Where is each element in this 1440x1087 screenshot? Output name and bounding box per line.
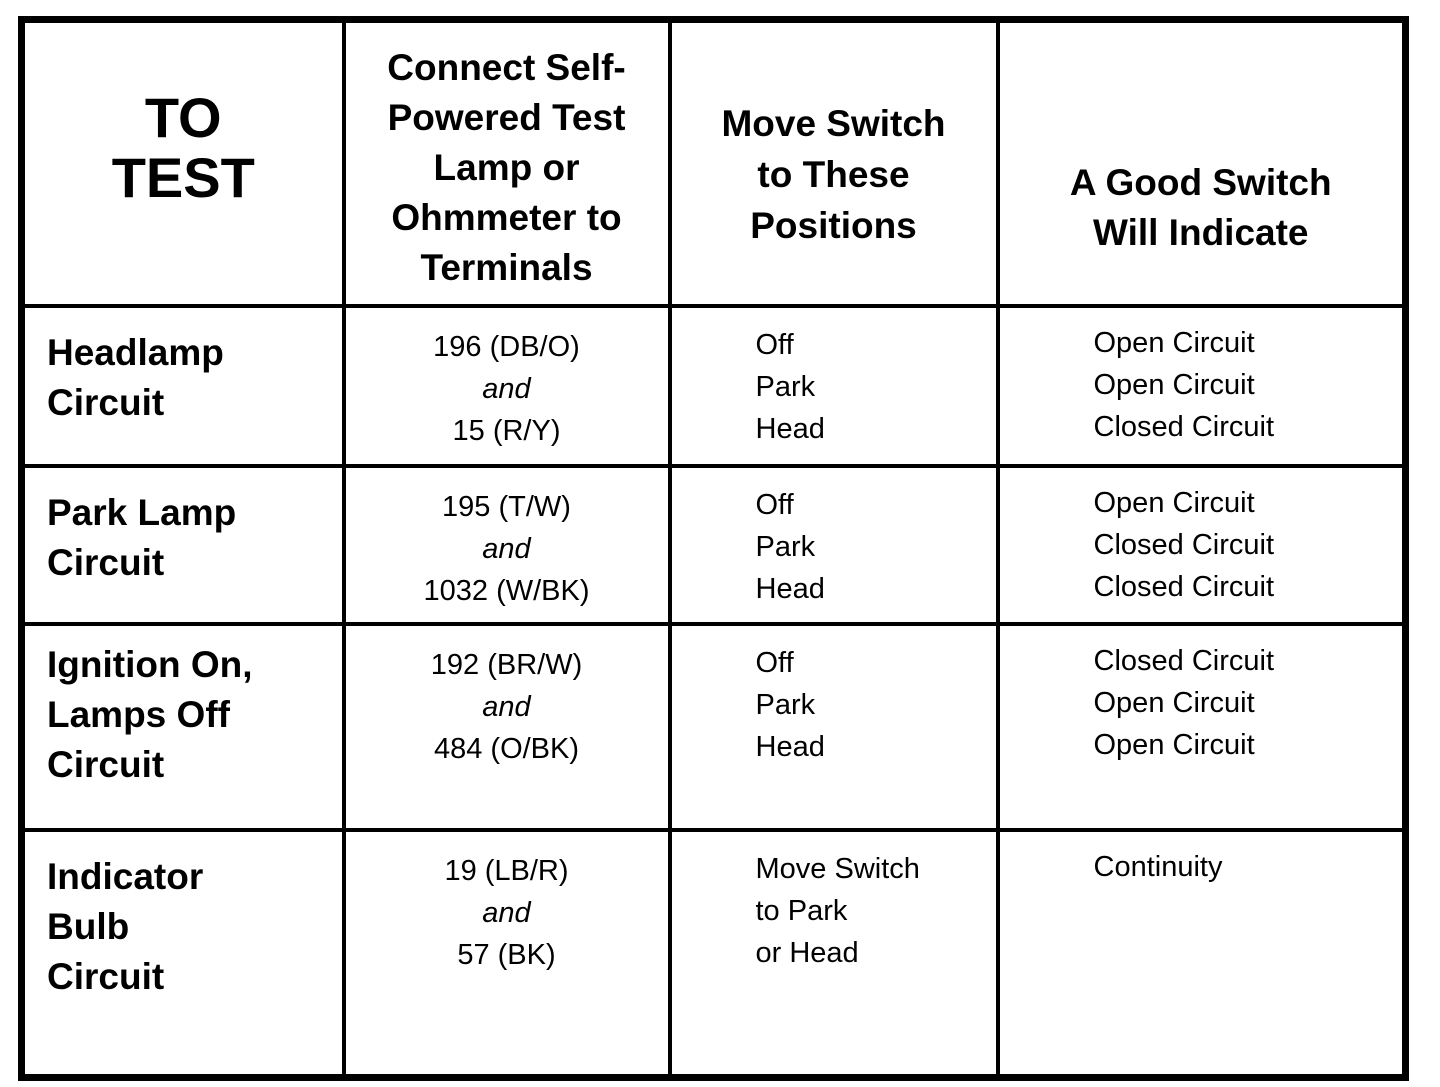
test-name-line: Circuit bbox=[47, 381, 165, 423]
terminals-cell bbox=[344, 624, 670, 830]
test-name-line: Headlamp bbox=[47, 331, 224, 373]
result-text: Open Circuit bbox=[1093, 686, 1255, 719]
test-name-line: Ignition On, bbox=[47, 643, 253, 685]
terminals-cell bbox=[344, 306, 670, 466]
header-indicate bbox=[998, 20, 1406, 306]
test-name-cell bbox=[22, 466, 344, 624]
table-row bbox=[22, 830, 1406, 1078]
table-row bbox=[22, 306, 1406, 466]
positions-cell bbox=[670, 624, 998, 830]
result-text: Open Circuit bbox=[1093, 728, 1255, 761]
terminal-a: 195 (T/W) bbox=[442, 490, 571, 523]
switch-position: Park bbox=[755, 370, 816, 403]
result-text: Open Circuit bbox=[1093, 326, 1255, 359]
header-text-line: TEST bbox=[111, 146, 255, 210]
positions-cell bbox=[670, 306, 998, 466]
header-text-line: TO bbox=[144, 86, 222, 150]
header-text-line: Connect Self- bbox=[387, 47, 626, 88]
positions-cell bbox=[670, 830, 998, 1078]
header-text-line: Positions bbox=[750, 204, 917, 246]
switch-position: Park bbox=[755, 688, 816, 721]
result-text: Continuity bbox=[1093, 850, 1223, 883]
header-positions bbox=[670, 20, 998, 306]
terminal-b: 57 (BK) bbox=[457, 938, 556, 971]
test-name-line: Lamps Off bbox=[47, 693, 230, 735]
header-text-line: Powered Test bbox=[387, 97, 626, 138]
terminal-b: 15 (R/Y) bbox=[452, 414, 561, 447]
switch-position: Head bbox=[755, 730, 825, 763]
test-name-line: Circuit bbox=[47, 955, 165, 997]
result-text: Closed Circuit bbox=[1093, 410, 1274, 443]
terminal-a: 19 (LB/R) bbox=[444, 854, 569, 887]
switch-position: to Park bbox=[755, 894, 848, 927]
test-name-line: Park Lamp bbox=[47, 491, 237, 533]
header-text-line: A Good Switch bbox=[1069, 162, 1332, 204]
table-row bbox=[22, 466, 1406, 624]
switch-position: Move Switch bbox=[755, 852, 920, 885]
header-row bbox=[22, 20, 1406, 306]
test-name-line: Circuit bbox=[47, 743, 165, 785]
results-cell bbox=[998, 306, 1406, 466]
header-terminals bbox=[344, 20, 670, 306]
switch-position: Head bbox=[755, 412, 825, 445]
result-text: Closed Circuit bbox=[1093, 644, 1274, 677]
switch-position: Off bbox=[755, 488, 794, 521]
switch-position: Head bbox=[755, 572, 825, 605]
terminal-a: 196 (DB/O) bbox=[433, 330, 580, 363]
terminal-a: 192 (BR/W) bbox=[430, 648, 583, 681]
test-name-line: Bulb bbox=[47, 905, 130, 947]
terminal-connector: and bbox=[482, 372, 531, 405]
result-text: Open Circuit bbox=[1093, 368, 1255, 401]
test-name-cell bbox=[22, 306, 344, 466]
header-text-line: Terminals bbox=[420, 247, 593, 288]
results-cell bbox=[998, 830, 1406, 1078]
switch-position: Off bbox=[755, 646, 794, 679]
test-name-cell bbox=[22, 624, 344, 830]
results-cell bbox=[998, 466, 1406, 624]
header-to-test bbox=[22, 20, 344, 306]
terminal-connector: and bbox=[482, 690, 531, 723]
terminal-b: 484 (O/BK) bbox=[433, 732, 580, 765]
test-name-line: Indicator bbox=[47, 855, 204, 897]
switch-position: Off bbox=[755, 328, 794, 361]
result-text: Open Circuit bbox=[1093, 486, 1255, 519]
positions-cell bbox=[670, 466, 998, 624]
result-text: Closed Circuit bbox=[1093, 528, 1274, 561]
table-row bbox=[22, 624, 1406, 830]
terminal-b: 1032 (W/BK) bbox=[423, 574, 590, 607]
terminals-cell bbox=[344, 466, 670, 624]
terminal-connector: and bbox=[482, 532, 531, 565]
switch-position: or Head bbox=[755, 936, 859, 969]
switch-position: Park bbox=[755, 530, 816, 563]
header-text-line: Ohmmeter to bbox=[391, 197, 622, 238]
test-name-cell bbox=[22, 830, 344, 1078]
test-name-line: Circuit bbox=[47, 541, 165, 583]
terminals-cell bbox=[344, 830, 670, 1078]
switch-test-table bbox=[18, 16, 1409, 1081]
header-text-line: Move Switch bbox=[721, 102, 946, 144]
header-text-line: to These bbox=[757, 153, 910, 195]
result-text: Closed Circuit bbox=[1093, 570, 1274, 603]
header-text-line: Will Indicate bbox=[1092, 212, 1309, 254]
results-cell bbox=[998, 624, 1406, 830]
terminal-connector: and bbox=[482, 896, 531, 929]
header-text-line: Lamp or bbox=[433, 147, 580, 188]
